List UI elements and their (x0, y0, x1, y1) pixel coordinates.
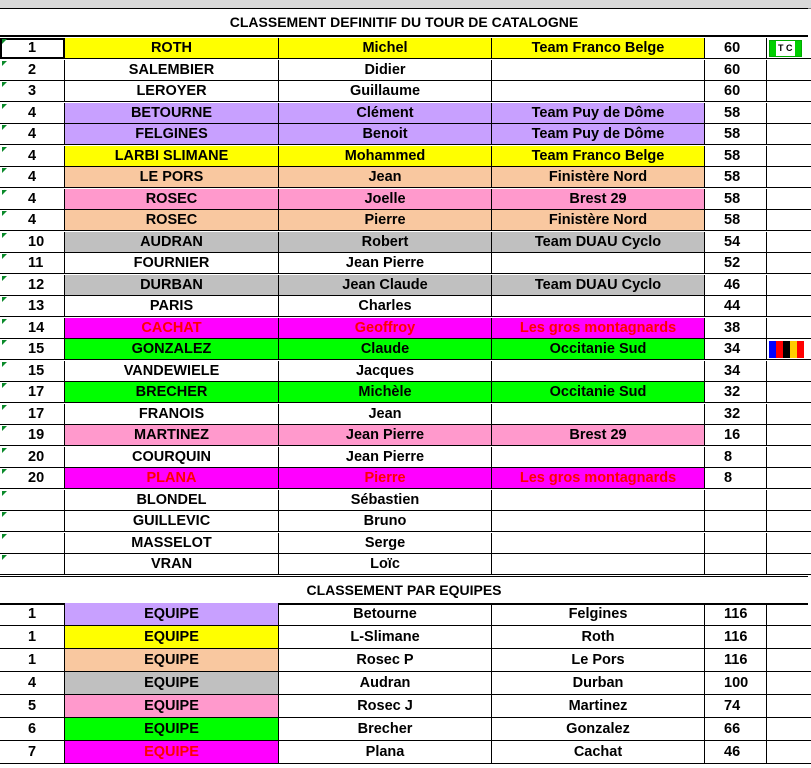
table-row (0, 425, 811, 446)
jersey-cell[interactable] (767, 253, 811, 274)
team-cell[interactable]: Occitanie Sud (492, 339, 705, 360)
table-row (0, 318, 811, 339)
last-name-cell[interactable]: MARTINEZ (65, 425, 279, 446)
jersey-cell[interactable] (767, 296, 811, 317)
table-row (0, 603, 811, 626)
team-rank-cell[interactable]: 4 (0, 672, 65, 695)
team-extra-cell[interactable] (767, 718, 811, 741)
leader-badge-label: T C (776, 41, 795, 56)
jersey-cell[interactable] (767, 146, 811, 167)
jersey-cell[interactable] (767, 339, 811, 360)
rank-cell[interactable]: 15 (0, 339, 65, 360)
team-extra-cell[interactable] (767, 741, 811, 764)
first-name-cell[interactable]: Joelle (279, 189, 492, 210)
team-rank-cell[interactable]: 1 (0, 649, 65, 672)
team-cell[interactable] (492, 361, 705, 382)
rank-cell[interactable]: 4 (0, 124, 65, 145)
last-name-cell[interactable]: MASSELOT (65, 533, 279, 554)
team-cell[interactable] (492, 253, 705, 274)
team-rider1-cell[interactable]: Betourne (279, 603, 492, 626)
jersey-cell[interactable] (767, 232, 811, 253)
team-extra-cell[interactable] (767, 672, 811, 695)
rank-cell[interactable]: 3 (0, 81, 65, 102)
points-cell[interactable]: 58 (705, 189, 767, 210)
first-name-cell[interactable]: Benoit (279, 124, 492, 145)
team-label-cell[interactable]: EQUIPE (65, 672, 279, 695)
first-name-cell[interactable]: Sébastien (279, 490, 492, 511)
team-extra-cell[interactable] (767, 649, 811, 672)
team-points-cell[interactable]: 46 (705, 741, 767, 764)
points-cell[interactable]: 60 (705, 60, 767, 81)
table-row (0, 554, 811, 575)
table-row (0, 511, 811, 532)
points-cell[interactable]: 58 (705, 210, 767, 231)
team-rider1-cell[interactable]: Brecher (279, 718, 492, 741)
last-name-cell[interactable]: AUDRAN (65, 232, 279, 253)
first-name-cell[interactable]: Pierre (279, 210, 492, 231)
team-cell[interactable]: Team Puy de Dôme (492, 103, 705, 124)
team-cell[interactable]: Finistère Nord (492, 167, 705, 188)
last-name-cell[interactable]: BETOURNE (65, 103, 279, 124)
table-row (0, 210, 811, 231)
team-rider2-cell[interactable]: Le Pors (492, 649, 705, 672)
first-name-cell[interactable]: Clément (279, 103, 492, 124)
table-row (0, 232, 811, 253)
team-cell[interactable]: Team Puy de Dôme (492, 124, 705, 145)
rank-cell[interactable]: 15 (0, 361, 65, 382)
rank-cell[interactable]: 19 (0, 425, 65, 446)
team-points-cell[interactable]: 66 (705, 718, 767, 741)
first-name-cell[interactable]: Michel (279, 38, 492, 59)
table-row (0, 81, 811, 102)
jersey-cell[interactable] (767, 554, 811, 575)
team-extra-cell[interactable] (767, 603, 811, 626)
table-row (0, 167, 811, 188)
team-rider1-cell[interactable]: Audran (279, 672, 492, 695)
first-name-cell[interactable]: Jacques (279, 361, 492, 382)
points-cell[interactable] (705, 511, 767, 532)
points-cell[interactable]: 16 (705, 425, 767, 446)
table-row (0, 189, 811, 210)
first-name-cell[interactable]: Jean Pierre (279, 253, 492, 274)
first-name-cell[interactable]: Jean (279, 167, 492, 188)
last-name-cell[interactable]: BLONDEL (65, 490, 279, 511)
rank-cell[interactable]: 4 (0, 210, 65, 231)
team-rider2-cell[interactable]: Cachat (492, 741, 705, 764)
team-rank-cell[interactable]: 5 (0, 695, 65, 718)
last-name-cell[interactable]: LARBI SLIMANE (65, 146, 279, 167)
team-label-cell[interactable]: EQUIPE (65, 626, 279, 649)
team-cell[interactable]: Brest 29 (492, 425, 705, 446)
team-rider2-cell[interactable]: Felgines (492, 603, 705, 626)
team-rider2-cell[interactable]: Martinez (492, 695, 705, 718)
table-row (0, 38, 811, 59)
team-cell[interactable] (492, 554, 705, 575)
table-row (0, 649, 811, 672)
points-cell[interactable]: 58 (705, 103, 767, 124)
last-name-cell[interactable]: SALEMBIER (65, 60, 279, 81)
team-cell[interactable] (492, 511, 705, 532)
team-rider2-cell[interactable]: Durban (492, 672, 705, 695)
rank-cell[interactable]: 2 (0, 60, 65, 81)
points-cell[interactable]: 60 (705, 81, 767, 102)
table-row (0, 339, 811, 360)
points-cell[interactable]: 32 (705, 382, 767, 403)
points-cell[interactable]: 54 (705, 232, 767, 253)
first-name-cell[interactable]: Guillaume (279, 81, 492, 102)
jersey-cell[interactable] (767, 511, 811, 532)
points-cell[interactable]: 38 (705, 318, 767, 339)
table-row (0, 382, 811, 403)
points-cell[interactable]: 52 (705, 253, 767, 274)
rank-cell[interactable]: 14 (0, 318, 65, 339)
points-cell[interactable]: 34 (705, 361, 767, 382)
table-row (0, 103, 811, 124)
rank-cell[interactable]: 4 (0, 103, 65, 124)
table-row (0, 626, 811, 649)
team-cell[interactable]: Team Franco Belge (492, 38, 705, 59)
table-row (0, 718, 811, 741)
first-name-cell[interactable]: Jean Pierre (279, 425, 492, 446)
last-name-cell[interactable]: FOURNIER (65, 253, 279, 274)
rank-cell[interactable]: 11 (0, 253, 65, 274)
rank-cell[interactable] (0, 533, 65, 554)
jersey-cell[interactable] (767, 103, 811, 124)
table-row (0, 124, 811, 145)
team-rider1-cell[interactable]: Rosec P (279, 649, 492, 672)
table-row (0, 672, 811, 695)
rank-cell[interactable]: 4 (0, 167, 65, 188)
team-label-cell[interactable]: EQUIPE (65, 603, 279, 626)
last-name-cell[interactable]: GONZALEZ (65, 339, 279, 360)
team-cell[interactable]: Team DUAU Cyclo (492, 275, 705, 296)
jersey-cell[interactable] (767, 60, 811, 81)
jersey-cell[interactable] (767, 382, 811, 403)
team-rank-cell[interactable]: 1 (0, 626, 65, 649)
jersey-cell[interactable] (767, 189, 811, 210)
jersey-cell[interactable] (767, 447, 811, 468)
first-name-cell[interactable]: Charles (279, 296, 492, 317)
team-points-cell[interactable]: 116 (705, 626, 767, 649)
team-extra-cell[interactable] (767, 695, 811, 718)
first-name-cell[interactable]: Mohammed (279, 146, 492, 167)
team-label-cell[interactable]: EQUIPE (65, 695, 279, 718)
table-row (0, 533, 811, 554)
rank-cell[interactable]: 13 (0, 296, 65, 317)
table-row (0, 60, 811, 81)
points-cell[interactable]: 8 (705, 447, 767, 468)
first-name-cell[interactable]: Jean Pierre (279, 447, 492, 468)
rank-cell[interactable] (0, 511, 65, 532)
first-name-cell[interactable]: Jean Claude (279, 275, 492, 296)
team-label-cell[interactable]: EQUIPE (65, 649, 279, 672)
points-cell[interactable]: 60 (705, 38, 767, 59)
table-row (0, 404, 811, 425)
team-cell[interactable] (492, 81, 705, 102)
leader-badge-icon (769, 40, 802, 57)
jersey-cell[interactable] (767, 210, 811, 231)
first-name-cell[interactable]: Jean (279, 404, 492, 425)
team-cell[interactable]: Team Franco Belge (492, 146, 705, 167)
first-name-cell[interactable]: Didier (279, 60, 492, 81)
last-name-cell[interactable]: COURQUIN (65, 447, 279, 468)
team-rank-cell[interactable]: 1 (0, 603, 65, 626)
points-cell[interactable]: 44 (705, 296, 767, 317)
points-cell[interactable]: 8 (705, 468, 767, 489)
team-cell[interactable] (492, 60, 705, 81)
rank-cell[interactable]: 17 (0, 404, 65, 425)
last-name-cell[interactable]: LEROYER (65, 81, 279, 102)
first-name-cell[interactable]: Serge (279, 533, 492, 554)
rank-cell[interactable]: 20 (0, 447, 65, 468)
first-name-cell[interactable]: Michèle (279, 382, 492, 403)
team-cell[interactable] (492, 533, 705, 554)
last-name-cell[interactable]: DURBAN (65, 275, 279, 296)
table-row (0, 741, 811, 764)
points-cell[interactable]: 58 (705, 124, 767, 145)
jersey-cell[interactable] (767, 468, 811, 489)
table-row (0, 146, 811, 167)
team-cell[interactable]: Brest 29 (492, 189, 705, 210)
last-name-cell[interactable]: PLANA (65, 468, 279, 489)
team-rider2-cell[interactable]: Gonzalez (492, 718, 705, 741)
team-rider1-cell[interactable]: L-Slimane (279, 626, 492, 649)
team-rider2-cell[interactable]: Roth (492, 626, 705, 649)
jersey-cell[interactable] (767, 318, 811, 339)
last-name-cell[interactable]: LE PORS (65, 167, 279, 188)
first-name-cell[interactable]: Geoffroy (279, 318, 492, 339)
rank-cell[interactable]: 17 (0, 382, 65, 403)
last-name-cell[interactable]: PARIS (65, 296, 279, 317)
team-points-cell[interactable]: 74 (705, 695, 767, 718)
jersey-cell[interactable] (767, 490, 811, 511)
team-rider1-cell[interactable]: Rosec J (279, 695, 492, 718)
rank-cell[interactable]: 12 (0, 275, 65, 296)
last-name-cell[interactable]: BRECHER (65, 382, 279, 403)
last-name-cell[interactable]: VANDEWIELE (65, 361, 279, 382)
team-rider1-cell[interactable]: Plana (279, 741, 492, 764)
table-row (0, 361, 811, 382)
team-points-cell[interactable]: 116 (705, 649, 767, 672)
team-cell[interactable] (492, 296, 705, 317)
points-cell[interactable]: 58 (705, 146, 767, 167)
table-row (0, 296, 811, 317)
jersey-cell[interactable] (767, 275, 811, 296)
last-name-cell[interactable]: FRANOIS (65, 404, 279, 425)
team-cell[interactable]: Team DUAU Cyclo (492, 232, 705, 253)
first-name-cell[interactable]: Pierre (279, 468, 492, 489)
jersey-cell[interactable] (767, 167, 811, 188)
jersey-cell[interactable] (767, 38, 811, 59)
flag-icon (769, 341, 804, 358)
jersey-cell[interactable] (767, 425, 811, 446)
first-name-cell[interactable]: Claude (279, 339, 492, 360)
last-name-cell[interactable]: CACHAT (65, 318, 279, 339)
jersey-cell[interactable] (767, 533, 811, 554)
team-rank-cell[interactable]: 7 (0, 741, 65, 764)
points-cell[interactable]: 32 (705, 404, 767, 425)
jersey-cell[interactable] (767, 81, 811, 102)
rank-cell[interactable]: 20 (0, 468, 65, 489)
first-name-cell[interactable]: Loïc (279, 554, 492, 575)
rank-cell[interactable]: 4 (0, 146, 65, 167)
team-cell[interactable]: Les gros montagnards (492, 318, 705, 339)
first-name-cell[interactable]: Bruno (279, 511, 492, 532)
team-cell[interactable] (492, 404, 705, 425)
team-label-cell[interactable]: EQUIPE (65, 718, 279, 741)
team-cell[interactable] (492, 447, 705, 468)
points-cell[interactable]: 46 (705, 275, 767, 296)
rank-cell[interactable] (0, 490, 65, 511)
team-cell[interactable]: Finistère Nord (492, 210, 705, 231)
table-row (0, 490, 811, 511)
table-row (0, 695, 811, 718)
points-cell[interactable]: 34 (705, 339, 767, 360)
last-name-cell[interactable]: FELGINES (65, 124, 279, 145)
table-row (0, 468, 811, 489)
table-row (0, 275, 811, 296)
last-name-cell[interactable]: GUILLEVIC (65, 511, 279, 532)
last-name-cell[interactable]: ROTH (65, 38, 279, 59)
jersey-cell[interactable] (767, 124, 811, 145)
last-name-cell[interactable]: ROSEC (65, 189, 279, 210)
team-label-cell[interactable]: EQUIPE (65, 741, 279, 764)
points-cell[interactable] (705, 554, 767, 575)
team-cell[interactable]: Occitanie Sud (492, 382, 705, 403)
rank-cell[interactable]: 4 (0, 189, 65, 210)
rank-cell[interactable] (0, 554, 65, 575)
jersey-cell[interactable] (767, 361, 811, 382)
points-cell[interactable] (705, 533, 767, 554)
points-cell[interactable] (705, 490, 767, 511)
last-name-cell[interactable]: ROSEC (65, 210, 279, 231)
team-cell[interactable] (492, 490, 705, 511)
jersey-cell[interactable] (767, 404, 811, 425)
points-cell[interactable]: 58 (705, 167, 767, 188)
team-ranking-title[interactable]: CLASSEMENT PAR EQUIPES (0, 576, 808, 605)
team-cell[interactable]: Les gros montagnards (492, 468, 705, 489)
table-row (0, 253, 811, 274)
team-rank-cell[interactable]: 6 (0, 718, 65, 741)
table-row (0, 447, 811, 468)
individual-ranking-title[interactable]: CLASSEMENT DEFINITIF DU TOUR DE CATALOGNE (0, 8, 808, 37)
rank-cell[interactable]: 10 (0, 232, 65, 253)
rank-cell[interactable]: 1 (0, 38, 65, 59)
last-name-cell[interactable]: VRAN (65, 554, 279, 575)
team-points-cell[interactable]: 116 (705, 603, 767, 626)
first-name-cell[interactable]: Robert (279, 232, 492, 253)
team-points-cell[interactable]: 100 (705, 672, 767, 695)
team-extra-cell[interactable] (767, 626, 811, 649)
